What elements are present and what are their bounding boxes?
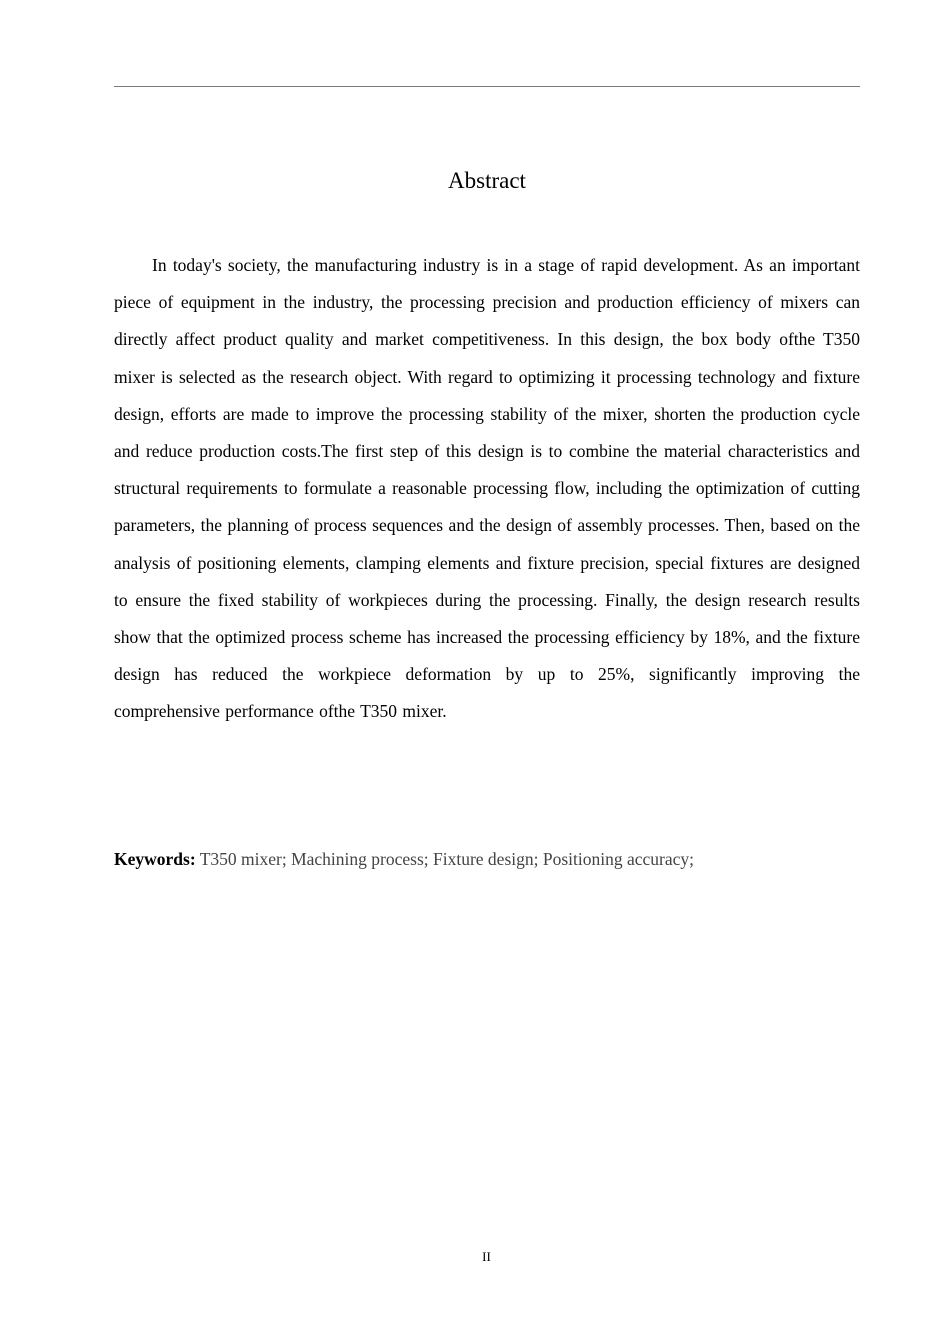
abstract-body: In today's society, the manufacturing industry is in a stage of rapid development. As an important piece of equipment in the industry, the processing precision and production efficiency of mixers can directly affect product quality and market competitiveness. In this design, the box body ofthe T350 mixer is selected as the research object. With regard to optimizing it processing technology and fixture design, efforts are made to improve the processing stability of the mixer, shorten the production cycle and reduce production costs.The first step of this design is to combine the material characteristics and structural requirements to formulate a reasonable processing flow, including the optimization of cutting parameters, the planning of process sequences and the design of assembly processes. Then, based on the analysis of positioning elements, clamping elements and fixture precision, special fixtures are designed to ensure the fixed stability of workpieces during the processing. Finally, the design research results show that the optimized process scheme has increased the processing efficiency by 18%, and the fixture design has reduced the workpiece deformation by up to 25%, significantly improving the comprehensive performance ofthe T350 mixer. bbox=[114, 255, 860, 722]
keywords-line bbox=[114, 845, 860, 873]
keywords-text: T350 mixer; Machining process; Fixture design; Positioning accuracy; bbox=[199, 849, 694, 869]
page-number: II bbox=[482, 1249, 491, 1264]
page-title: Abstract bbox=[448, 168, 526, 193]
header-rule bbox=[114, 86, 860, 87]
keywords-label: Keywords: bbox=[114, 849, 196, 869]
